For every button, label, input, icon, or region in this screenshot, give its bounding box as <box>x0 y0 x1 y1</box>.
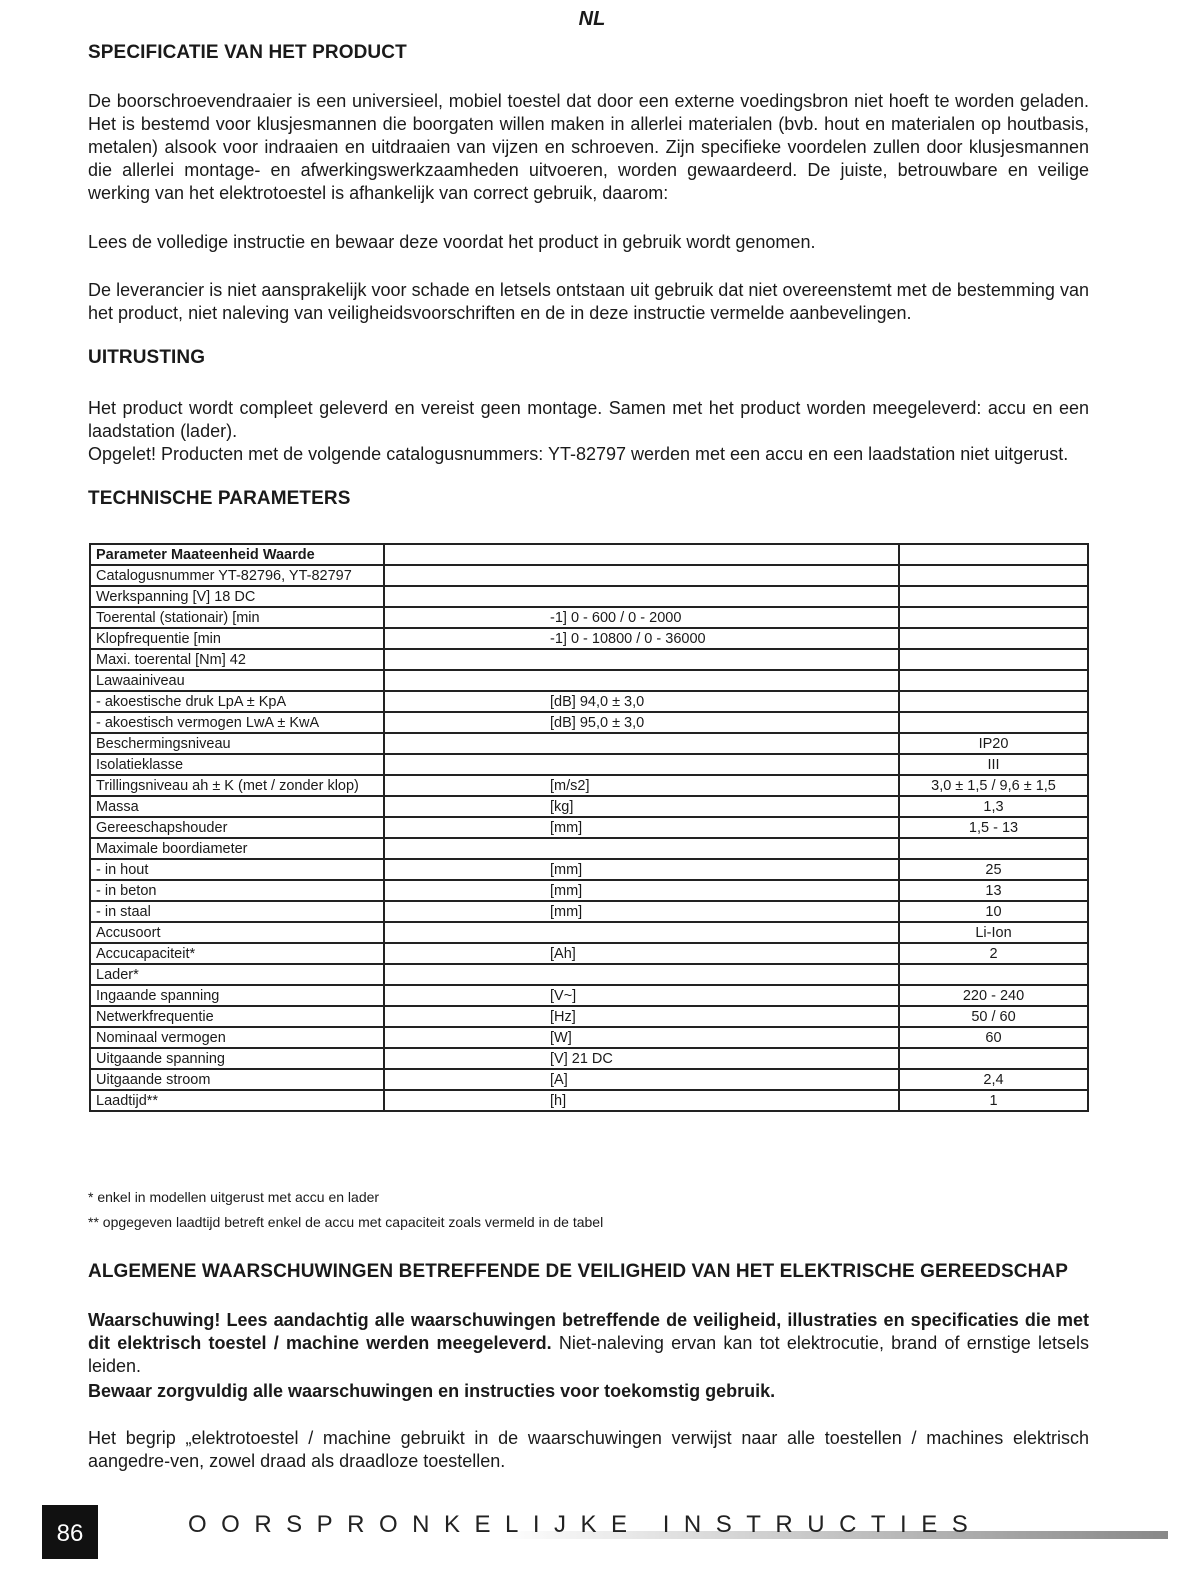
value-cell: III <box>899 754 1088 775</box>
param-cell: Uitgaande stroom <box>90 1069 384 1090</box>
footnote-2: ** opgegeven laadtijd betreft enkel de accu met capaciteit zoals vermeld in de tabel <box>88 1214 604 1230</box>
warning-paragraph-1-bold: Waarschuwing! Lees aandachtig alle waarschuwingen betreffende de veiligheid, illustraties en specificaties die met dit elektrisch toestel / machine werden meegeleverd. <box>88 1310 1089 1353</box>
unit-cell <box>384 565 899 586</box>
table-row <box>90 733 1088 754</box>
section-title-equipment: UITRUSTING <box>88 347 206 368</box>
table-row <box>90 838 1088 859</box>
param-cell: Accucapaciteit* <box>90 943 384 964</box>
param-cell: Lader* <box>90 964 384 985</box>
language-label: NL <box>578 8 606 30</box>
value-cell: 1,5 - 13 <box>899 817 1088 838</box>
table-row <box>90 1006 1088 1027</box>
value-cell: 220 - 240 <box>899 985 1088 1006</box>
unit-cell: [V] 21 DC <box>384 1048 899 1069</box>
param-cell: - in staal <box>90 901 384 922</box>
unit-cell <box>384 649 899 670</box>
value-cell <box>899 607 1088 628</box>
table-row <box>90 901 1088 922</box>
table-row <box>90 712 1088 733</box>
section-title-technical-parameters: TECHNISCHE PARAMETERS <box>88 488 351 509</box>
value-cell: 3,0 ± 1,5 / 9,6 ± 1,5 <box>899 775 1088 796</box>
unit-cell: [Ah] <box>384 943 899 964</box>
unit-cell <box>384 922 899 943</box>
footer-title: OORSPRONKELIJKE INSTRUCTIES <box>188 1511 983 1538</box>
warning-paragraph-1-rest: Niet-naleving ervan kan tot elektrocutie, brand of ernstige letsels leiden. <box>88 1333 1089 1376</box>
specification-paragraph-2: Lees de volledige instructie en bewaar deze voordat het product in gebruik wordt genomen. <box>88 232 816 252</box>
unit-cell: [W] <box>384 1027 899 1048</box>
table-row <box>90 1069 1088 1090</box>
param-cell: Nominaal vermogen <box>90 1027 384 1048</box>
param-cell: Isolatieklasse <box>90 754 384 775</box>
table-row <box>90 880 1088 901</box>
table-row <box>90 1090 1088 1111</box>
unit-cell: [dB] 94,0 ± 3,0 <box>384 691 899 712</box>
unit-cell: [mm] <box>384 901 899 922</box>
value-cell <box>899 565 1088 586</box>
warning-paragraph-2: Bewaar zorgvuldig alle waarschuwingen en instructies voor toekomstig gebruik. <box>88 1381 776 1401</box>
param-cell: - akoestische druk LpA ± KpA <box>90 691 384 712</box>
param-cell: Netwerkfrequentie <box>90 1006 384 1027</box>
unit-cell: [A] <box>384 1069 899 1090</box>
table-header-cell-empty <box>899 544 1088 565</box>
warning-paragraph-3: Het begrip „elektrotoestel / machine gebruikt in de waarschuwingen verwijst naar alle toestellen / machines elektrisch aangedre-ven, zowel draad als draadloze toestellen. <box>88 1428 1089 1471</box>
value-cell: 1,3 <box>899 796 1088 817</box>
table-row <box>90 1027 1088 1048</box>
param-cell: Toerental (stationair) [min <box>90 607 384 628</box>
value-cell <box>899 964 1088 985</box>
param-cell: Lawaainiveau <box>90 670 384 691</box>
value-cell: 50 / 60 <box>899 1006 1088 1027</box>
param-cell: - akoestisch vermogen LwA ± KwA <box>90 712 384 733</box>
footnote-1: * enkel in modellen uitgerust met accu en lader <box>88 1189 380 1205</box>
value-cell <box>899 838 1088 859</box>
equipment-paragraph-2: Opgelet! Producten met de volgende catalogusnummers: YT-82797 werden met een accu en een laadstation niet uitgerust. <box>88 444 1069 464</box>
value-cell <box>899 712 1088 733</box>
param-cell: Catalogusnummer YT-82796, YT-82797 <box>90 565 384 586</box>
specification-paragraph-1: De boorschroevendraaier is een universieel, mobiel toestel dat door een externe voedingsbron niet hoeft te worden geladen. Het is bestemd voor klusjesmannen die boorgaten willen maken in allerlei materialen (bvb. hout en materialen op houtbasis, metalen) alsook voor indraaien en uitdraaien van vijzen en schroeven. Zijn specifieke voordelen zullen door klusjesmannen die allerlei montage- en afwerkingswerkzaamheden uitvoeren, worden gewaardeerd. De juiste, betrouwbare en veilige werking van het elektrotoestel is afhankelijk van correct gebruik, daarom: <box>88 91 1089 203</box>
param-cell: Werkspanning [V] 18 DC <box>90 586 384 607</box>
param-cell: - in hout <box>90 859 384 880</box>
param-cell: Gereeschapshouder <box>90 817 384 838</box>
unit-cell <box>384 838 899 859</box>
value-cell: IP20 <box>899 733 1088 754</box>
table-row <box>90 1048 1088 1069</box>
param-cell: Maximale boordiameter <box>90 838 384 859</box>
param-cell: Trillingsniveau ah ± K (met / zonder klop) <box>90 775 384 796</box>
param-cell: Accusoort <box>90 922 384 943</box>
table-row <box>90 586 1088 607</box>
page-number: 86 <box>42 1505 98 1559</box>
unit-cell: [V~] <box>384 985 899 1006</box>
specification-paragraph-3: De leverancier is niet aansprakelijk voor schade en letsels ontstaan uit gebruik dat niet overeenstemt met de bestemming van het product, niet naleving van veiligheidsvoorschriften en de in deze instructie vermelde aanbevelingen. <box>88 280 1089 323</box>
table-row <box>90 754 1088 775</box>
section-title-specification: SPECIFICATIE VAN HET PRODUCT <box>88 42 407 63</box>
table-row <box>90 796 1088 817</box>
section-title-warnings: ALGEMENE WAARSCHUWINGEN BETREFFENDE DE VEILIGHEID VAN HET ELEKTRISCHE GEREEDSCHAP <box>88 1261 1068 1282</box>
param-cell: Ingaande spanning <box>90 985 384 1006</box>
value-cell: 13 <box>899 880 1088 901</box>
table-header-cell: Parameter Maateenheid Waarde <box>90 544 384 565</box>
param-cell: Laadtijd** <box>90 1090 384 1111</box>
unit-cell: [h] <box>384 1090 899 1111</box>
param-cell: Klopfrequentie [min <box>90 628 384 649</box>
unit-cell <box>384 964 899 985</box>
value-cell: 2 <box>899 943 1088 964</box>
table-row <box>90 628 1088 649</box>
unit-cell: [dB] 95,0 ± 3,0 <box>384 712 899 733</box>
unit-cell: [m/s2] <box>384 775 899 796</box>
param-cell: Beschermingsniveau <box>90 733 384 754</box>
table-row <box>90 922 1088 943</box>
table-row <box>90 817 1088 838</box>
table-row <box>90 607 1088 628</box>
unit-cell: [Hz] <box>384 1006 899 1027</box>
param-cell: Massa <box>90 796 384 817</box>
value-cell <box>899 670 1088 691</box>
value-cell <box>899 649 1088 670</box>
warning-paragraph-1 <box>88 1309 1089 1378</box>
table-row <box>90 649 1088 670</box>
unit-cell: -1] 0 - 600 / 0 - 2000 <box>384 607 899 628</box>
unit-cell <box>384 733 899 754</box>
table-row <box>90 985 1088 1006</box>
unit-cell <box>384 754 899 775</box>
value-cell: 25 <box>899 859 1088 880</box>
unit-cell: [mm] <box>384 859 899 880</box>
table-header-row <box>90 544 1088 565</box>
unit-cell <box>384 670 899 691</box>
value-cell: 2,4 <box>899 1069 1088 1090</box>
equipment-paragraph-1: Het product wordt compleet geleverd en vereist geen montage. Samen met het product worden meegeleverd: accu en een laadstation (lader). <box>88 398 1089 441</box>
value-cell: 1 <box>899 1090 1088 1111</box>
table-row <box>90 565 1088 586</box>
technical-parameters-table <box>89 543 1089 1112</box>
value-cell: 10 <box>899 901 1088 922</box>
value-cell: Li-Ion <box>899 922 1088 943</box>
value-cell <box>899 691 1088 712</box>
unit-cell: -1] 0 - 10800 / 0 - 36000 <box>384 628 899 649</box>
value-cell <box>899 628 1088 649</box>
table-row <box>90 775 1088 796</box>
table-header-cell-empty <box>384 544 899 565</box>
table-row <box>90 859 1088 880</box>
value-cell: 60 <box>899 1027 1088 1048</box>
value-cell <box>899 586 1088 607</box>
unit-cell: [kg] <box>384 796 899 817</box>
param-cell: Maxi. toerental [Nm] 42 <box>90 649 384 670</box>
table-row <box>90 691 1088 712</box>
table-row <box>90 943 1088 964</box>
table-row <box>90 670 1088 691</box>
unit-cell: [mm] <box>384 817 899 838</box>
value-cell <box>899 1048 1088 1069</box>
unit-cell: [mm] <box>384 880 899 901</box>
param-cell: Uitgaande spanning <box>90 1048 384 1069</box>
table-row <box>90 964 1088 985</box>
unit-cell <box>384 586 899 607</box>
param-cell: - in beton <box>90 880 384 901</box>
